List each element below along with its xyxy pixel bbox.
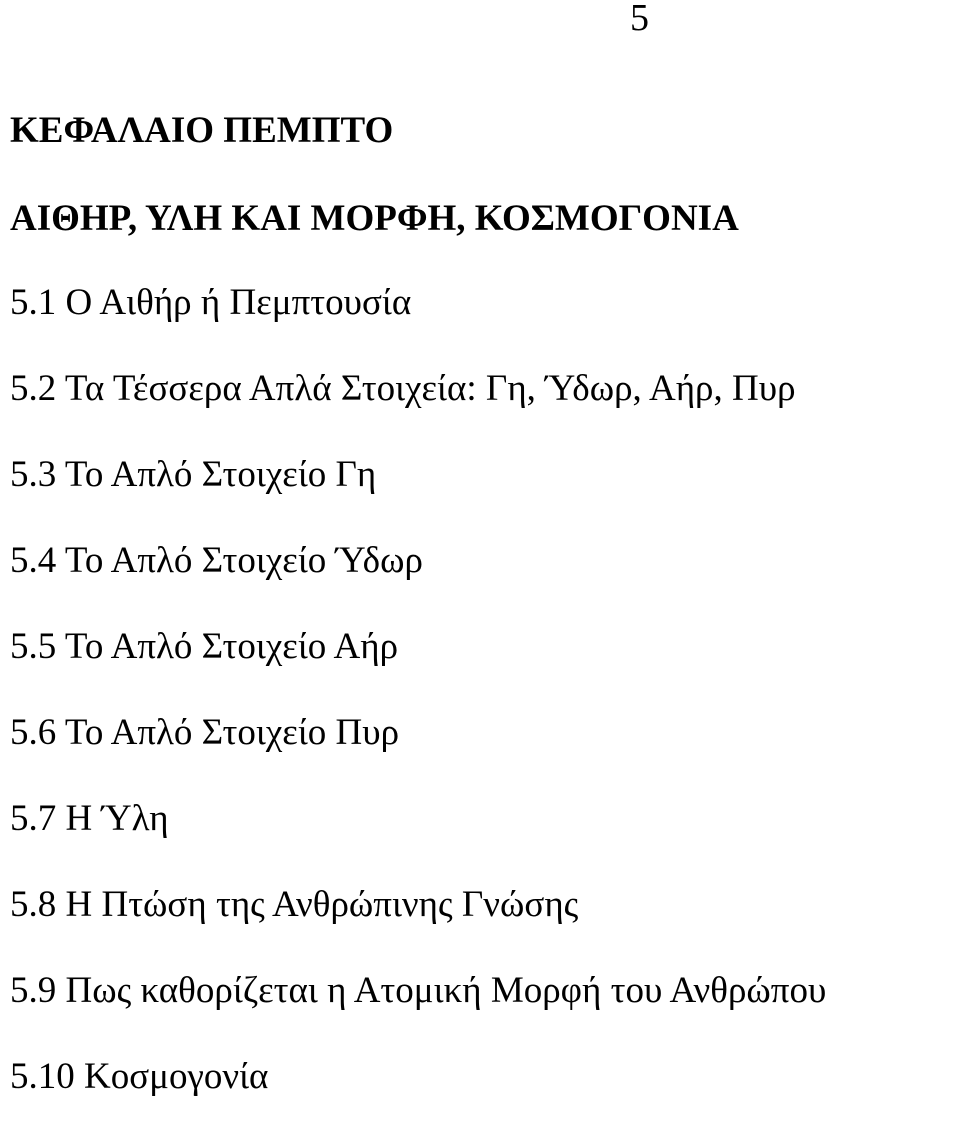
toc-item-5-1: 5.1 Ο Αιθήρ ή Πεμπτουσία bbox=[10, 282, 412, 323]
page-number: 5 bbox=[630, 0, 649, 39]
table-of-contents bbox=[10, 280, 826, 1140]
toc-item-5-8: 5.8 Η Πτώση της Ανθρώπινης Γνώσης bbox=[10, 884, 579, 925]
chapter-subtitle: ΑΙΘΗΡ, ΥΛΗ ΚΑΙ ΜΟΡΦΗ, ΚΟΣΜΟΓΟΝΙΑ bbox=[10, 198, 739, 239]
toc-item-5-5: 5.5 Το Απλό Στοιχείο Αήρ bbox=[10, 626, 399, 667]
toc-item-5-9: 5.9 Πως καθορίζεται η Ατομική Μορφή του Ανθρώπου bbox=[10, 970, 827, 1011]
chapter-title: ΚΕΦΑΛΑΙΟ ΠΕΜΠΤΟ bbox=[10, 110, 394, 151]
toc-item-5-2: 5.2 Τα Τέσσερα Απλά Στοιχεία: Γη, Ύδωρ, Αήρ, Πυρ bbox=[10, 368, 796, 409]
toc-item-5-3: 5.3 Το Απλό Στοιχείο Γη bbox=[10, 454, 377, 495]
toc-item-5-4: 5.4 Το Απλό Στοιχείο Ύδωρ bbox=[10, 540, 423, 581]
toc-item-5-7: 5.7 Η Ύλη bbox=[10, 798, 169, 839]
toc-item-5-10: 5.10 Κοσμογονία bbox=[10, 1056, 269, 1097]
toc-item-5-6: 5.6 Το Απλό Στοιχείο Πυρ bbox=[10, 712, 400, 753]
